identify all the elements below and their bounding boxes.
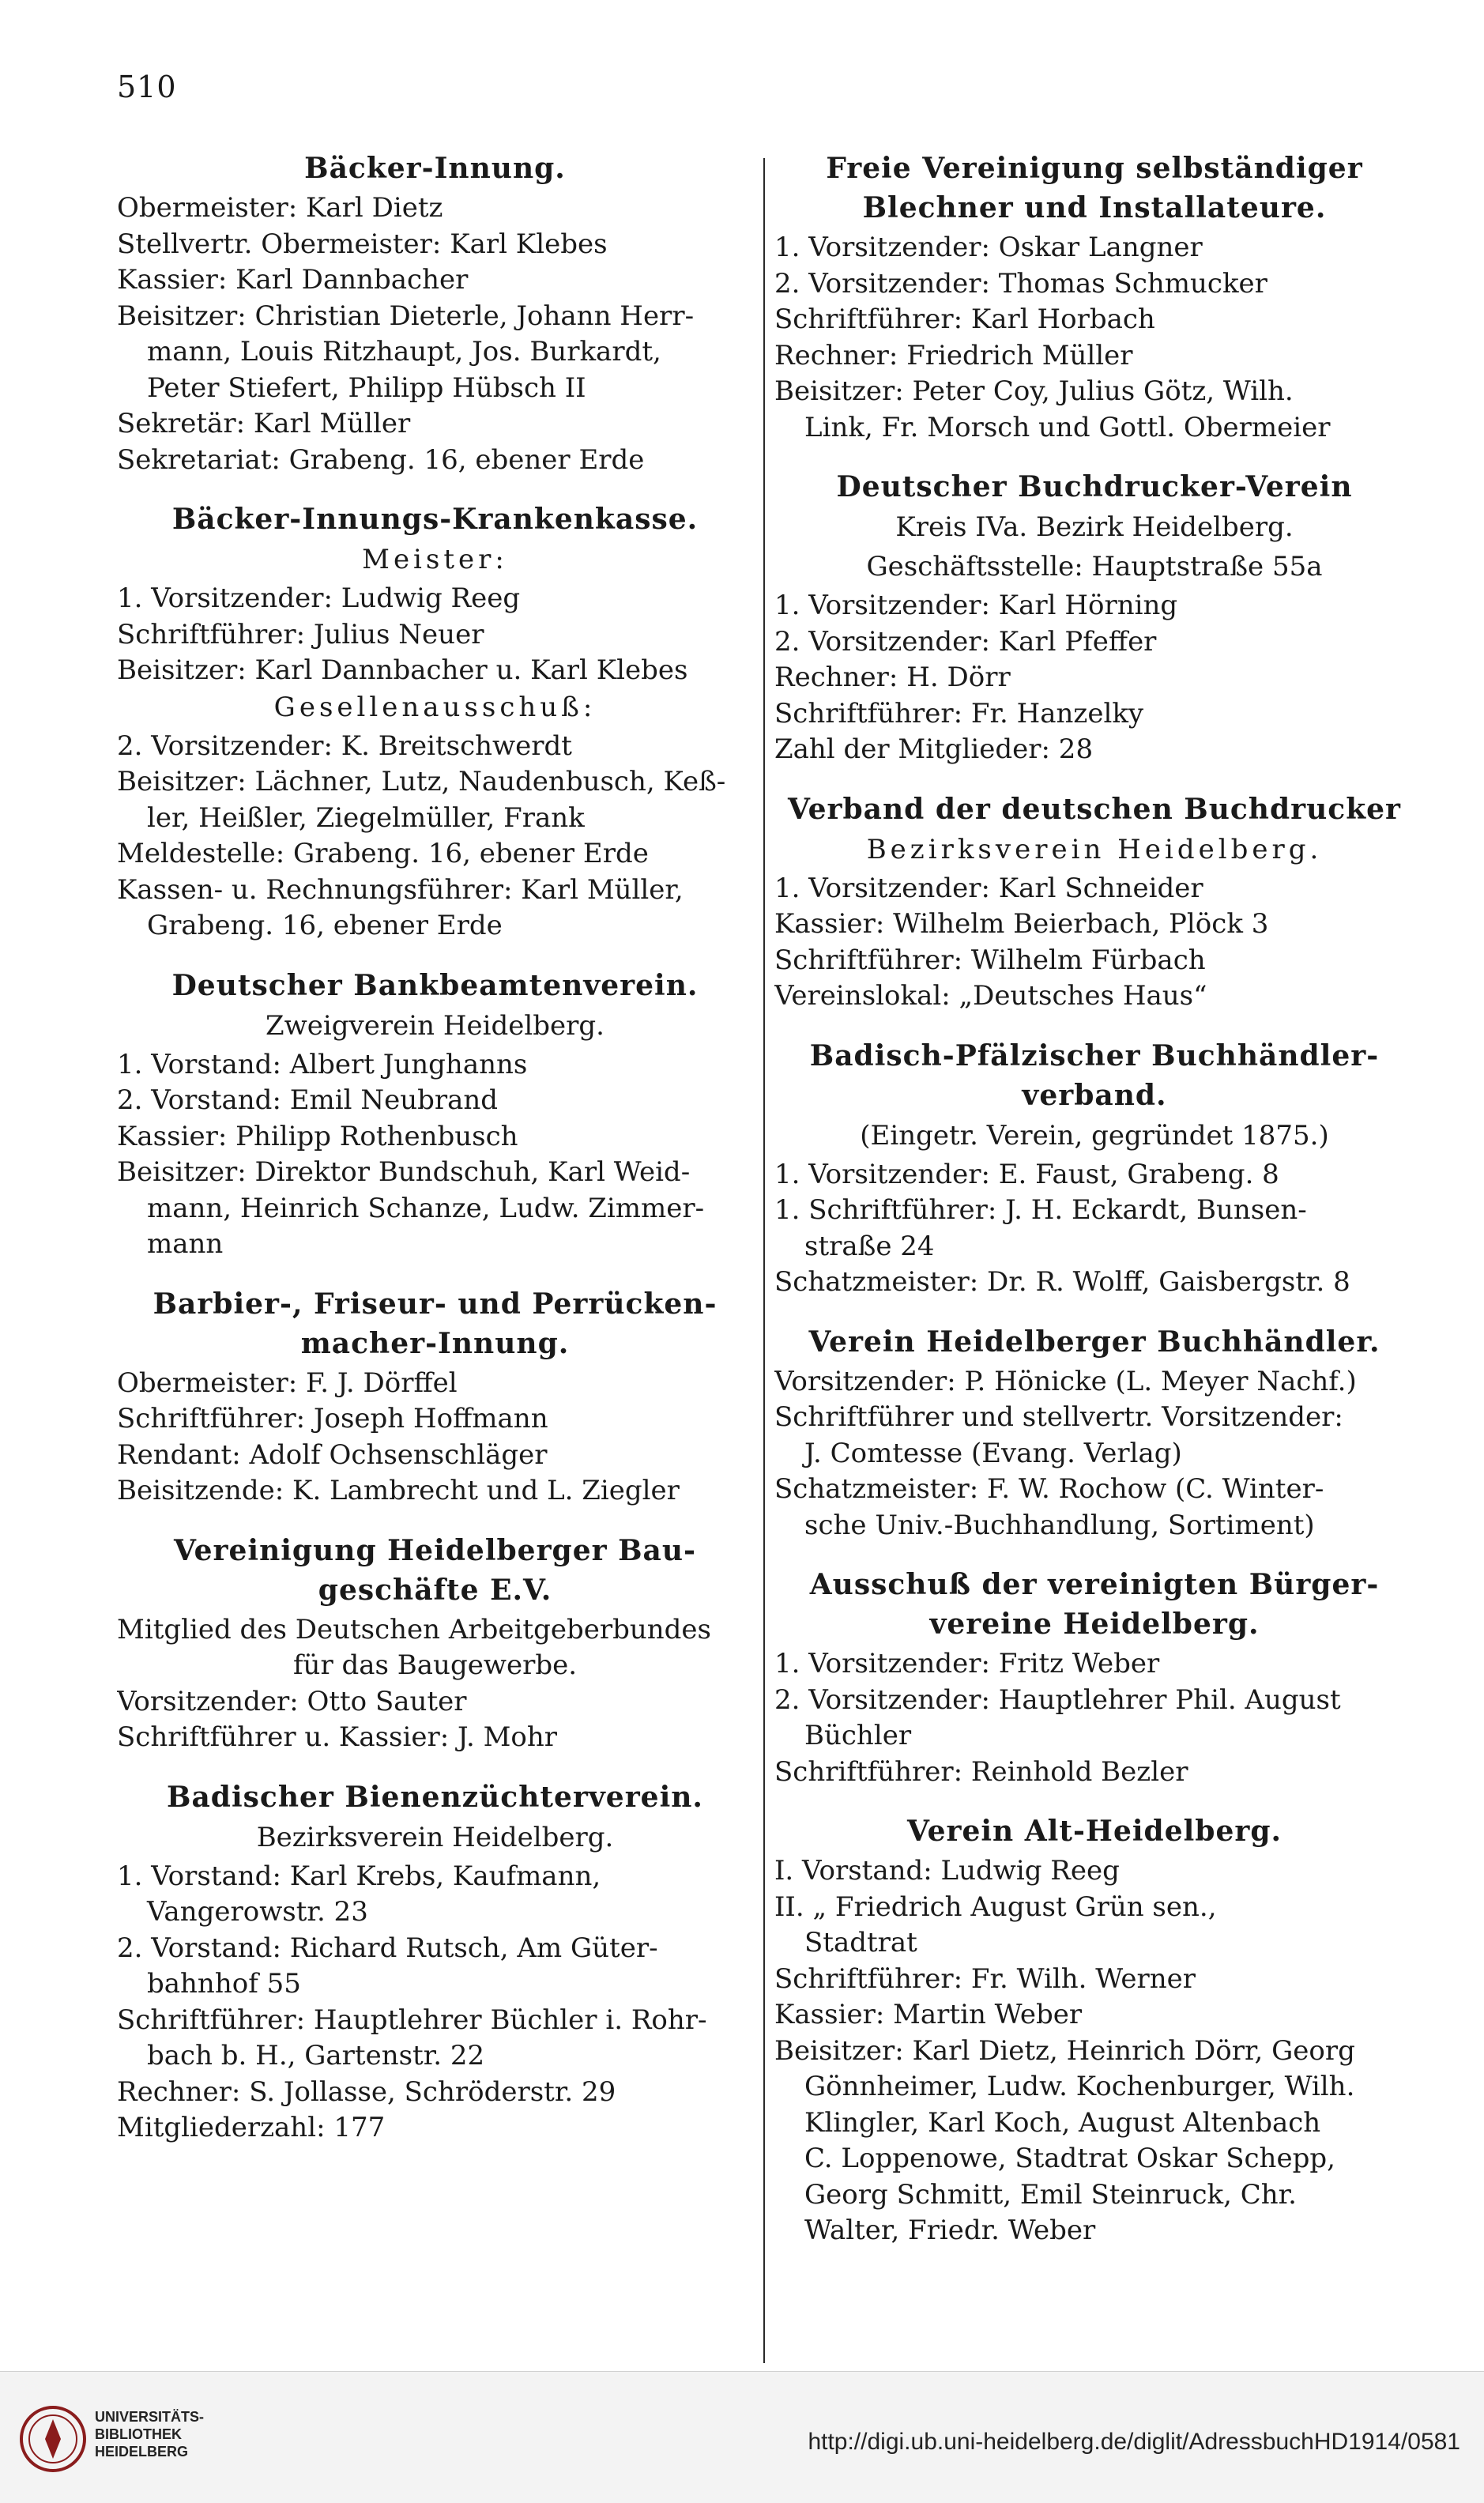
directory-entry (117, 151, 753, 478)
directory-entry (117, 1780, 753, 2147)
entry-title-continued: Blechner und Installateure. (862, 191, 1327, 224)
library-name-line-2: BIBLIOTHEK (95, 2426, 182, 2442)
entry-subtitle: Gesellenausschuß: (273, 691, 597, 723)
entry-title: Badisch-Pfälzischer Buchhändler- (809, 1039, 1380, 1072)
entry-line: 2. Vorsitzender: Hauptlehrer Phil. August (774, 1683, 1341, 1716)
entry-line: Kassier: Wilhelm Beierbach, Plöck 3 (774, 908, 1269, 940)
entry-line: Sekretariat: Grabeng. 16, ebener Erde (117, 443, 645, 476)
entry-title-continued: vereine Heidelberg. (929, 1608, 1260, 1641)
directory-entry (117, 1287, 753, 1510)
entry-line: 1. Vorsitzender: Karl Hörning (774, 590, 1178, 621)
entry-line: straße 24 (804, 1230, 935, 1262)
entry-line: Sekretär: Karl Müller (117, 408, 411, 439)
directory-entry (117, 1533, 753, 1756)
source-url[interactable]: http://digi.ub.uni-heidelberg.de/diglit/AdressbuchHD1914/0581 (808, 2429, 1460, 2455)
directory-entry (774, 1325, 1414, 1544)
entry-line: Meldestelle: Grabeng. 16, ebener Erde (117, 838, 649, 869)
left-column (117, 146, 753, 2170)
entry-line: 1. Vorstand: Albert Junghanns (117, 1048, 528, 1080)
library-logo-icon (17, 2403, 89, 2475)
entry-line: 1. Vorstand: Karl Krebs, Kaufmann, (117, 1860, 601, 1892)
entry-title-continued: verband. (1022, 1078, 1167, 1112)
footer-bar (0, 2371, 1484, 2503)
entry-line: Mitglied des Deutschen Arbeitgeberbundes (117, 1613, 712, 1645)
entry-line: bahnhof 55 (147, 1968, 301, 2000)
entry-line: Schriftführer und stellvertr. Vorsitzender: (774, 1401, 1343, 1433)
entry-line: Rechner: H. Dörr (774, 662, 1011, 693)
directory-entry (774, 792, 1414, 1015)
entry-line: 1. Vorsitzender: Fritz Weber (774, 1648, 1160, 1679)
entry-line: Beisitzer: Karl Dannbacher u. Karl Klebes (117, 654, 688, 686)
entry-line: Schatzmeister: Dr. R. Wolff, Gaisbergstr. 8 (774, 1266, 1350, 1298)
entry-line: Beisitzende: K. Lambrecht und L. Ziegler (117, 1475, 680, 1506)
entry-title: Verein Heidelberger Buchhändler. (808, 1325, 1380, 1359)
entry-line: 1. Schriftführer: J. H. Eckardt, Bunsen- (774, 1194, 1307, 1226)
library-name-line-3: HEIDELBERG (95, 2444, 189, 2460)
entry-line: Stadtrat (804, 1927, 917, 1958)
entry-title: Deutscher Bankbeamtenverein. (171, 968, 699, 1002)
entry-title-continued: geschäfte E.V. (318, 1573, 552, 1607)
entry-line: Vorsitzender: Otto Sauter (117, 1685, 467, 1717)
entry-title: Freie Vereinigung selbständiger (826, 152, 1363, 185)
entry-line: Zahl der Mitglieder: 28 (774, 733, 1094, 765)
entry-line: Schriftführer: Wilhelm Fürbach (774, 944, 1206, 976)
entry-line: Rechner: Friedrich Müller (774, 339, 1133, 371)
entry-line: 1. Vorsitzender: E. Faust, Grabeng. 8 (774, 1158, 1279, 1190)
entry-title: Badischer Bienenzüchterverein. (167, 1780, 703, 1814)
entry-line: 2. Vorsitzender: K. Breitschwerdt (117, 729, 572, 762)
entry-line: Obermeister: F. J. Dörffel (117, 1366, 458, 1399)
entry-line: ler, Heißler, Ziegelmüller, Frank (147, 801, 585, 834)
entry-line: für das Baugewerbe. (292, 1649, 578, 1681)
entry-title: Bäcker-Innungs-Krankenkasse. (171, 503, 699, 536)
directory-entry (117, 502, 753, 944)
entry-line: Gönnheimer, Ludw. Kochenburger, Wilh. (804, 2071, 1355, 2102)
entry-line: Kassen- u. Rechnungsführer: Karl Müller, (117, 873, 684, 906)
entry-line: mann (147, 1228, 224, 1260)
entry-line: Beisitzer: Peter Coy, Julius Götz, Wilh. (774, 375, 1294, 407)
directory-entry (774, 151, 1414, 446)
entry-line: Beisitzer: Karl Dietz, Heinrich Dörr, Georg (774, 2034, 1355, 2067)
page-number: 510 (117, 70, 177, 104)
entry-title-continued: macher-Innung. (300, 1326, 570, 1360)
entry-title: Bäcker-Innung. (304, 152, 566, 185)
directory-entry (774, 1039, 1414, 1301)
entry-line: sche Univ.-Buchhandlung, Sortiment) (804, 1509, 1315, 1541)
entry-line: 1. Vorsitzender: Karl Schneider (774, 872, 1203, 904)
entry-subtitle: Bezirksverein Heidelberg. (866, 833, 1323, 865)
entry-line: 2. Vorsitzender: Karl Pfeffer (774, 625, 1157, 658)
directory-entry (117, 968, 753, 1263)
entry-title: Verein Alt-Heidelberg. (906, 1815, 1282, 1848)
entry-line: Grabeng. 16, ebener Erde (147, 910, 503, 941)
entry-line: Georg Schmitt, Emil Steinruck, Chr. (804, 2178, 1297, 2211)
entry-line: mann, Heinrich Schanze, Ludw. Zimmer- (147, 1192, 705, 1224)
entry-line: Büchler (804, 1720, 912, 1751)
entry-line: bach b. H., Gartenstr. 22 (147, 2040, 485, 2071)
entry-subtitle: Geschäftsstelle: Hauptstraße 55a (866, 551, 1323, 582)
entry-subtitle: Bezirksverein Heidelberg. (256, 1821, 614, 1853)
directory-entry (774, 469, 1414, 768)
library-name (95, 2408, 204, 2460)
entry-line: Link, Fr. Morsch und Gottl. Obermeier (804, 411, 1331, 443)
entry-line: 1. Vorsitzender: Oskar Langner (774, 232, 1203, 263)
entry-line: mann, Louis Ritzhaupt, Jos. Burkardt, (147, 336, 661, 368)
entry-title: Deutscher Buchdrucker-Verein (836, 470, 1353, 503)
entry-line: C. Loppenowe, Stadtrat Oskar Schepp, (804, 2143, 1335, 2174)
entry-title: Barbier-, Friseur- und Perrücken- (153, 1287, 718, 1321)
entry-subtitle: Zweigverein Heidelberg. (266, 1009, 605, 1042)
entry-line: Schriftführer: Joseph Hoffmann (117, 1403, 548, 1434)
entry-line: Kassier: Martin Weber (774, 1999, 1083, 2030)
entry-line: 2. Vorsitzender: Thomas Schmucker (774, 267, 1267, 300)
column-divider (763, 158, 765, 2363)
entry-line: Schriftführer: Karl Horbach (774, 303, 1155, 335)
entry-line: Vorsitzender: P. Hönicke (L. Meyer Nachf.) (774, 1365, 1357, 1397)
entry-line: I. Vorstand: Ludwig Reeg (774, 1855, 1120, 1887)
entry-title: Vereinigung Heidelberger Bau- (174, 1533, 696, 1567)
entry-line: 2. Vorstand: Richard Rutsch, Am Güter- (117, 1932, 658, 1964)
entry-line: II. „ Friedrich August Grün sen., (774, 1890, 1217, 1923)
entry-line: Schriftführer u. Kassier: J. Mohr (117, 1721, 558, 1753)
entry-line: Schriftführer: Julius Neuer (117, 618, 484, 650)
entry-line: Rechner: S. Jollasse, Schröderstr. 29 (117, 2075, 616, 2108)
entry-subtitle: (Eingetr. Verein, gegründet 1875.) (860, 1119, 1329, 1152)
entry-line: J. Comtesse (Evang. Verlag) (804, 1437, 1182, 1469)
entry-line: Schriftführer: Fr. Wilh. Werner (774, 1962, 1196, 1995)
entry-line: Walter, Friedr. Weber (804, 2215, 1096, 2246)
entry-line: Schatzmeister: F. W. Rochow (C. Winter- (774, 1473, 1324, 1505)
entry-line: Vereinslokal: „Deutsches Haus“ (774, 980, 1207, 1012)
entry-title: Ausschuß der vereinigten Bürger- (809, 1568, 1380, 1601)
entry-line: Rendant: Adolf Ochsenschläger (117, 1438, 548, 1471)
entry-line: Vangerowstr. 23 (147, 1896, 368, 1928)
entry-line: 1. Vorsitzender: Ludwig Reeg (117, 582, 521, 614)
entry-line: Schriftführer: Reinhold Bezler (774, 1755, 1188, 1788)
entry-subtitle: Kreis IVa. Bezirk Heidelberg. (895, 511, 1294, 543)
entry-line: Kassier: Karl Dannbacher (117, 264, 469, 296)
entry-line: 2. Vorstand: Emil Neubrand (117, 1084, 499, 1116)
entry-line: Beisitzer: Direktor Bundschuh, Karl Weid- (117, 1156, 691, 1188)
directory-entry (774, 1814, 1414, 2249)
entry-line: Beisitzer: Christian Dieterle, Johann Herr- (117, 300, 695, 332)
directory-entry (774, 1567, 1414, 1790)
library-name-line-1: UNIVERSITÄTS- (95, 2409, 205, 2425)
entry-line: Peter Stiefert, Philipp Hübsch II (147, 371, 586, 404)
entry-line: Schriftführer: Fr. Hanzelky (774, 697, 1144, 729)
entry-title: Verband der deutschen Buchdrucker (787, 792, 1402, 826)
right-column (774, 146, 1414, 2273)
entry-line: Kassier: Philipp Rothenbusch (117, 1120, 518, 1152)
entry-line: Beisitzer: Lächner, Lutz, Naudenbusch, Keß- (117, 766, 726, 797)
entry-line: Obermeister: Karl Dietz (117, 192, 443, 224)
entry-line: Mitgliederzahl: 177 (117, 2112, 386, 2143)
entry-line: Klingler, Karl Koch, August Altenbach (804, 2106, 1321, 2139)
entry-line: Stellvertr. Obermeister: Karl Klebes (117, 228, 608, 260)
entry-subtitle: Meister: (362, 544, 508, 575)
entry-line: Schriftführer: Hauptlehrer Büchler i. Rohr- (117, 2004, 707, 2036)
